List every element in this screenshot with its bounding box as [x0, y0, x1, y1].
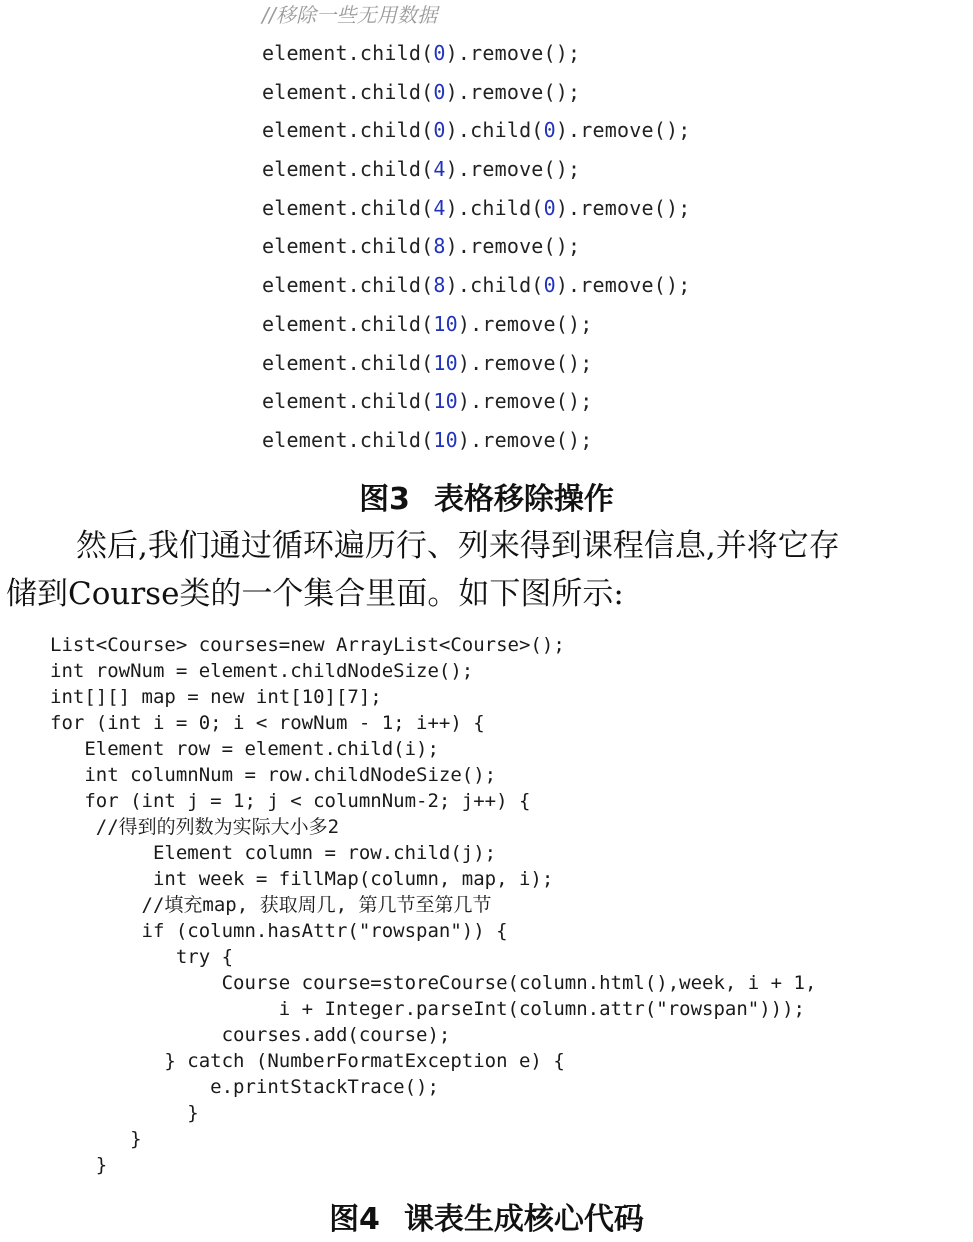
code-line: if (column.hasAttr("rowspan")) {	[50, 920, 508, 942]
code-line: int rowNum = element.childNodeSize();	[50, 660, 474, 682]
figure3-caption-text: 表格移除操作	[433, 482, 614, 517]
code-line	[262, 382, 722, 421]
code-number: 10	[433, 350, 458, 375]
code-line: for (int i = 0; i < rowNum - 1; i++) {	[50, 712, 485, 734]
figure3-code-lines	[262, 34, 722, 460]
code-text: ).child(	[445, 118, 544, 143]
code-line: } catch (NumberFormatException e) {	[50, 1050, 565, 1072]
code-line	[262, 34, 722, 73]
code-line: i + Integer.parseInt(column.attr("rowspan")));	[50, 998, 805, 1020]
code-line: for (int j = 1; j < columnNum-2; j++) {	[50, 790, 531, 812]
code-text: ).remove();	[445, 234, 581, 259]
code-text: ).remove();	[457, 389, 593, 414]
figure3-caption-label: 图3	[359, 482, 410, 517]
code-line	[262, 421, 722, 460]
code-text: element.child(	[262, 311, 434, 336]
code-line: int columnNum = row.childNodeSize();	[50, 764, 497, 786]
code-comment: //移除一些无用数据	[262, 3, 438, 27]
code-line: }	[50, 1102, 199, 1124]
paragraph-line-2: 储到Course类的一个集合里面。如下图所示:	[6, 576, 624, 612]
code-line: courses.add(course);	[50, 1024, 451, 1046]
code-number: 10	[433, 311, 458, 336]
code-line	[262, 150, 722, 189]
code-number: 10	[433, 389, 458, 414]
code-line: try {	[50, 946, 234, 968]
code-line: }	[50, 1128, 142, 1150]
code-text: element.child(	[262, 41, 434, 65]
code-number: 0	[433, 41, 446, 65]
code-line	[262, 73, 722, 112]
code-number: 4	[433, 157, 446, 182]
code-line	[262, 344, 722, 383]
code-line: }	[50, 1154, 108, 1176]
code-number: 0	[543, 195, 556, 220]
code-text: ).remove();	[445, 79, 581, 104]
body-paragraph	[6, 522, 966, 618]
code-line: e.printStackTrace();	[50, 1076, 439, 1098]
code-number: 0	[433, 79, 446, 104]
code-line	[262, 111, 722, 150]
code-text: ).remove();	[457, 311, 593, 336]
code-text: ).remove();	[457, 427, 593, 452]
code-number: 0	[543, 273, 556, 298]
code-text: ).remove();	[445, 157, 581, 182]
figure3-caption	[0, 474, 973, 518]
code-number: 10	[433, 427, 458, 452]
code-line: int[][] map = new int[10][7];	[50, 686, 382, 708]
code-text: element.child(	[262, 118, 434, 143]
figure4-code-block	[50, 632, 950, 1178]
code-line: //得到的列数为实际大小多2	[50, 816, 340, 838]
code-line: Course course=storeCourse(column.html(),week, i + 1,	[50, 972, 817, 994]
code-number: 8	[433, 273, 446, 298]
code-line	[262, 305, 722, 344]
code-text: element.child(	[262, 350, 434, 375]
code-text: element.child(	[262, 157, 434, 182]
code-text: element.child(	[262, 79, 434, 104]
code-text: element.child(	[262, 273, 434, 298]
code-line: Element column = row.child(j);	[50, 842, 497, 864]
code-number: 8	[433, 234, 446, 259]
code-line: int week = fillMap(column, map, i);	[50, 868, 554, 890]
code-text: element.child(	[262, 427, 434, 452]
code-number: 0	[433, 118, 446, 143]
code-text: element.child(	[262, 389, 434, 414]
figure4-caption	[0, 1194, 973, 1238]
code-text: ).remove();	[445, 41, 581, 65]
code-line: List<Course> courses=new ArrayList<Course>();	[50, 634, 565, 656]
code-text: ).child(	[445, 273, 544, 298]
code-text: ).remove();	[555, 273, 691, 298]
code-text: element.child(	[262, 195, 434, 220]
code-line: Element row = element.child(i);	[50, 738, 439, 760]
code-number: 4	[433, 195, 446, 220]
figure3-code-block	[262, 0, 722, 460]
code-text: ).remove();	[555, 118, 691, 143]
code-text: element.child(	[262, 234, 434, 259]
figure4-caption-label: 图4	[329, 1202, 380, 1237]
code-line	[262, 227, 722, 266]
figure4-caption-text: 课表生成核心代码	[403, 1202, 644, 1237]
code-text: ).remove();	[555, 195, 691, 220]
code-text: ).child(	[445, 195, 544, 220]
code-number: 0	[543, 118, 556, 143]
code-line: //填充map, 获取周几, 第几节至第几节	[50, 894, 492, 916]
paragraph-line-1: 然后,我们通过循环遍历行、列来得到课程信息,并将它存	[76, 528, 840, 564]
code-line	[262, 266, 722, 305]
code-text: ).remove();	[457, 350, 593, 375]
code-line	[262, 189, 722, 228]
